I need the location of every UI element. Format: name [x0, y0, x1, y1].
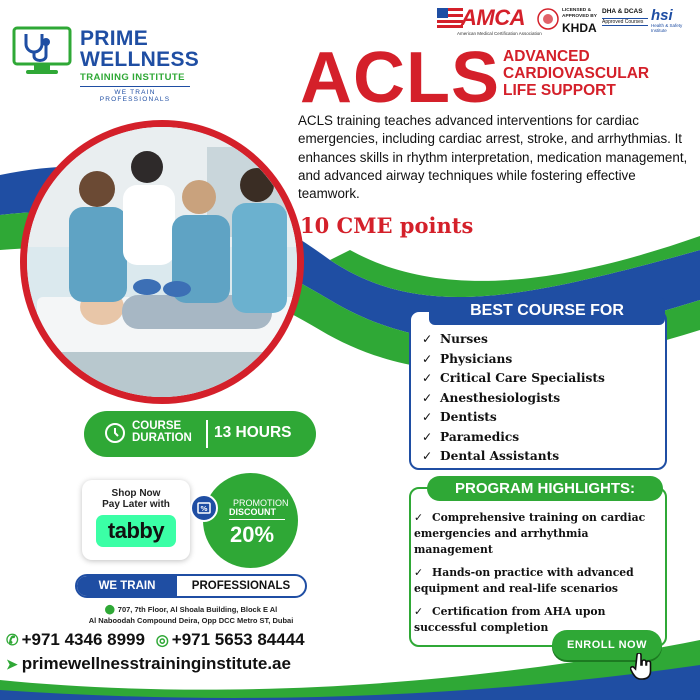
training-photo	[20, 120, 304, 404]
amca-text: AMCA	[461, 5, 525, 30]
check-icon: ✓	[414, 511, 424, 524]
divider	[206, 420, 208, 448]
highlights-list	[414, 510, 668, 643]
discount-value: 20%	[230, 522, 275, 547]
address: ⬤ 707, 7th Floor, Al Shoala Building, Block E Al Al Naboodah Compound Deira, Opp DCC Metro ST, Dubai	[88, 604, 294, 625]
list-item: ✓ Paramedics	[422, 428, 662, 448]
list-item: ✓ Anesthesiologists	[422, 389, 662, 409]
course-full-name	[503, 48, 693, 99]
list-item: ✓ Dental Assistants	[422, 447, 662, 467]
tabby-text: Shop Now Pay Later with	[102, 488, 170, 510]
check-icon: ✓	[422, 351, 433, 366]
monitor-stethoscope-icon	[10, 20, 74, 78]
best-course-list	[422, 330, 662, 467]
phone-icon: ✆	[6, 632, 19, 649]
duration-value: 13 HOURS	[214, 424, 292, 441]
check-icon: ✓	[422, 410, 433, 424]
list-item: ✓ Comprehensive training on cardiac emergencies and arrhythmia management	[414, 511, 646, 556]
hsi-text: hsi	[651, 7, 673, 24]
we-train-pill	[75, 574, 307, 598]
check-icon: ✓	[422, 332, 433, 346]
flag-icon	[437, 8, 463, 28]
medical-training-illustration	[27, 127, 297, 397]
cursor-icon: ➤	[6, 656, 18, 672]
list-item: ✓ Physicians	[422, 350, 662, 370]
brand-name-line2: WELLNESS	[80, 48, 200, 71]
cme-points: 10 CME points	[300, 213, 474, 238]
list-item: ✓ Critical Care Specialists	[422, 369, 662, 389]
khda-logo	[537, 6, 599, 36]
check-icon: ✓	[414, 566, 424, 579]
list-item: ✓ Dentists	[422, 408, 662, 428]
brand-logo	[10, 14, 210, 103]
professionals-text: PROFESSIONALS	[191, 580, 291, 592]
list-item: ✓ Nurses	[422, 330, 662, 350]
seal-icon	[537, 8, 559, 30]
best-course-title: BEST COURSE FOR	[429, 297, 665, 325]
list-item: ✓ Certification from AHA upon successful completion	[414, 605, 606, 634]
hsi-subtitle: Health & Safety Institute	[651, 23, 683, 33]
course-description: ACLS training teaches advanced interventions for cardiac emergencies, including cardiac arrest, stroke, and arrhythmias. It enhances skills in rhythm interpretation, medication management, and advanced airway techniques while fostering effective teamwork.	[298, 113, 688, 202]
course-abbreviation: ACLS	[300, 38, 500, 118]
course-name-line3: LIFE SUPPORT	[503, 82, 616, 99]
brand-tagline: WE TRAIN PROFESSIONALS	[80, 86, 190, 103]
check-icon: ✓	[422, 429, 433, 444]
check-icon: ✓	[422, 371, 433, 385]
amca-logo	[437, 5, 542, 38]
check-icon: ✓	[422, 449, 433, 463]
course-duration-badge	[84, 411, 316, 457]
location-pin-icon: ⬤	[104, 604, 115, 614]
svg-text:%: %	[200, 505, 208, 513]
amca-subtitle: American Medical Certification Association	[457, 31, 542, 36]
dha-subtitle: Approved Courses	[602, 18, 648, 26]
divider	[229, 519, 285, 520]
brand-name-line3: TRAINING INSTITUTE	[80, 72, 185, 83]
course-name-line2: CARDIOVASCULAR	[503, 65, 650, 82]
hand-pointer-icon	[630, 653, 652, 681]
check-icon: ✓	[422, 390, 433, 405]
percent-tag-icon	[192, 496, 216, 520]
tabby-logo: tabby	[96, 515, 176, 547]
enroll-now-button[interactable]: ENROLL NOW	[552, 630, 662, 660]
promotion-label: PROMOTION	[233, 498, 289, 508]
duration-label: COURSE DURATION	[132, 420, 192, 444]
clock-icon	[104, 422, 126, 444]
dha-text: DHA & DCAS	[602, 8, 643, 15]
tabby-card	[82, 480, 190, 560]
phone-1[interactable]: +971 4346 8999	[21, 630, 145, 649]
discount-label: DISCOUNT	[229, 507, 276, 517]
course-name-line1: ADVANCED	[503, 48, 590, 65]
whatsapp-icon: ◎	[155, 632, 169, 649]
dha-dcas-logo	[602, 8, 648, 32]
khda-small-text: LICENSED & APPROVED BY	[562, 8, 597, 19]
khda-text: KHDA	[562, 21, 597, 35]
check-icon: ✓	[414, 605, 424, 618]
phone-numbers	[6, 630, 305, 650]
hsi-logo	[651, 8, 696, 32]
discount-tag-icon	[190, 494, 218, 522]
phone-2[interactable]: +971 5653 84444	[171, 630, 305, 649]
website-link[interactable]: primewellnesstraininginstitute.ae	[21, 654, 291, 673]
we-train-text: WE TRAIN	[77, 576, 177, 596]
highlights-title: PROGRAM HIGHLIGHTS:	[427, 476, 663, 501]
list-item: ✓ Hands-on practice with advanced equipment and real-life scenarios	[414, 566, 634, 595]
brand-name-line1: PRIME	[80, 27, 149, 50]
website	[6, 654, 291, 674]
promotion-badge	[203, 473, 298, 568]
